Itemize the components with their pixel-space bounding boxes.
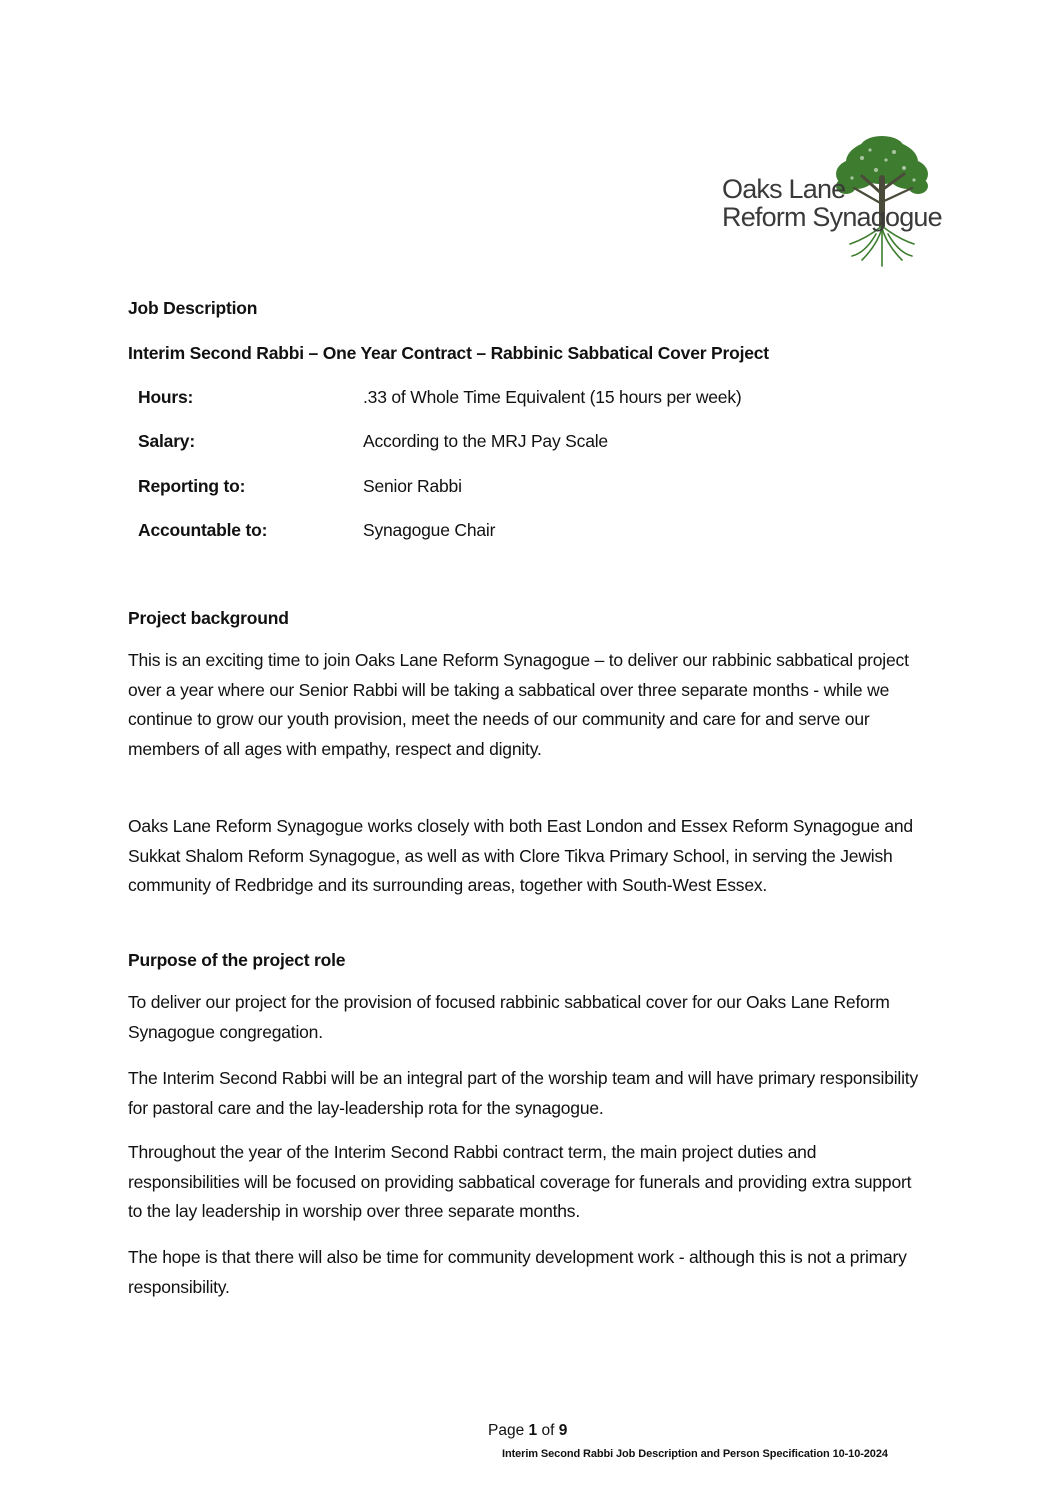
logo-text-line1: Oaks Lane [722,174,846,204]
page-number [488,1422,567,1440]
detail-value-reporting: Senior Rabbi [363,476,462,496]
purpose-paragraph-4: The hope is that there will also be time for community development work - although this is not a primary responsibility. [128,1247,907,1297]
section-title-background: Project background [128,608,289,628]
page-heading: Job Description [128,298,258,318]
detail-label-reporting: Reporting to: [138,476,246,496]
background-paragraph-2: Oaks Lane Reform Synagogue works closely with both East London and Essex Reform Synagogue and Sukkat Shalom Reform Synagogue, as well as with Clore Tikva Primary School, in serving the Jewish community of Redbridge and its surrounding areas, together with South-West Essex. [128,816,913,896]
detail-label-salary: Salary: [138,431,195,451]
detail-value-hours: .33 of Whole Time Equivalent (15 hours per week) [363,387,742,407]
page-of: of [541,1422,555,1439]
logo-text-line2: Reform Synagogue [722,202,942,232]
detail-label-hours: Hours: [138,387,194,407]
page-word: Page [488,1422,525,1439]
section-title-purpose: Purpose of the project role [128,950,346,970]
page-current: 1 [528,1422,538,1439]
page-total: 9 [558,1422,568,1439]
page-subheading: Interim Second Rabbi – One Year Contract – Rabbinic Sabbatical Cover Project [128,343,769,363]
purpose-paragraph-3: Throughout the year of the Interim Second Rabbi contract term, the main project duties and responsibilities will be focused on providing sabbatical coverage for funerals and providing extra support to the lay leadership in worship over three separate months. [128,1142,912,1222]
detail-value-accountable: Synagogue Chair [363,520,496,540]
synagogue-logo [722,134,942,274]
detail-label-accountable: Accountable to: [138,520,268,540]
detail-value-salary: According to the MRJ Pay Scale [363,431,608,451]
purpose-paragraph-2: The Interim Second Rabbi will be an integral part of the worship team and will have primary responsibility for pastoral care and the lay-leadership rota for the synagogue. [128,1068,919,1118]
footer-document-title: Interim Second Rabbi Job Description and Person Specification 10-10-2024 [502,1448,888,1460]
background-paragraph-1: This is an exciting time to join Oaks Lane Reform Synagogue – to deliver our rabbinic sabbatical project over a year where our Senior Rabbi will be taking a sabbatical over three separate months - while we continue to grow our youth provision, meet the needs of our community and care for and serve our members of all ages with empathy, respect and dignity. [128,650,909,759]
purpose-paragraph-1: To deliver our project for the provision of focused rabbinic sabbatical cover for our Oaks Lane Reform Synagogue congregation. [128,992,890,1042]
